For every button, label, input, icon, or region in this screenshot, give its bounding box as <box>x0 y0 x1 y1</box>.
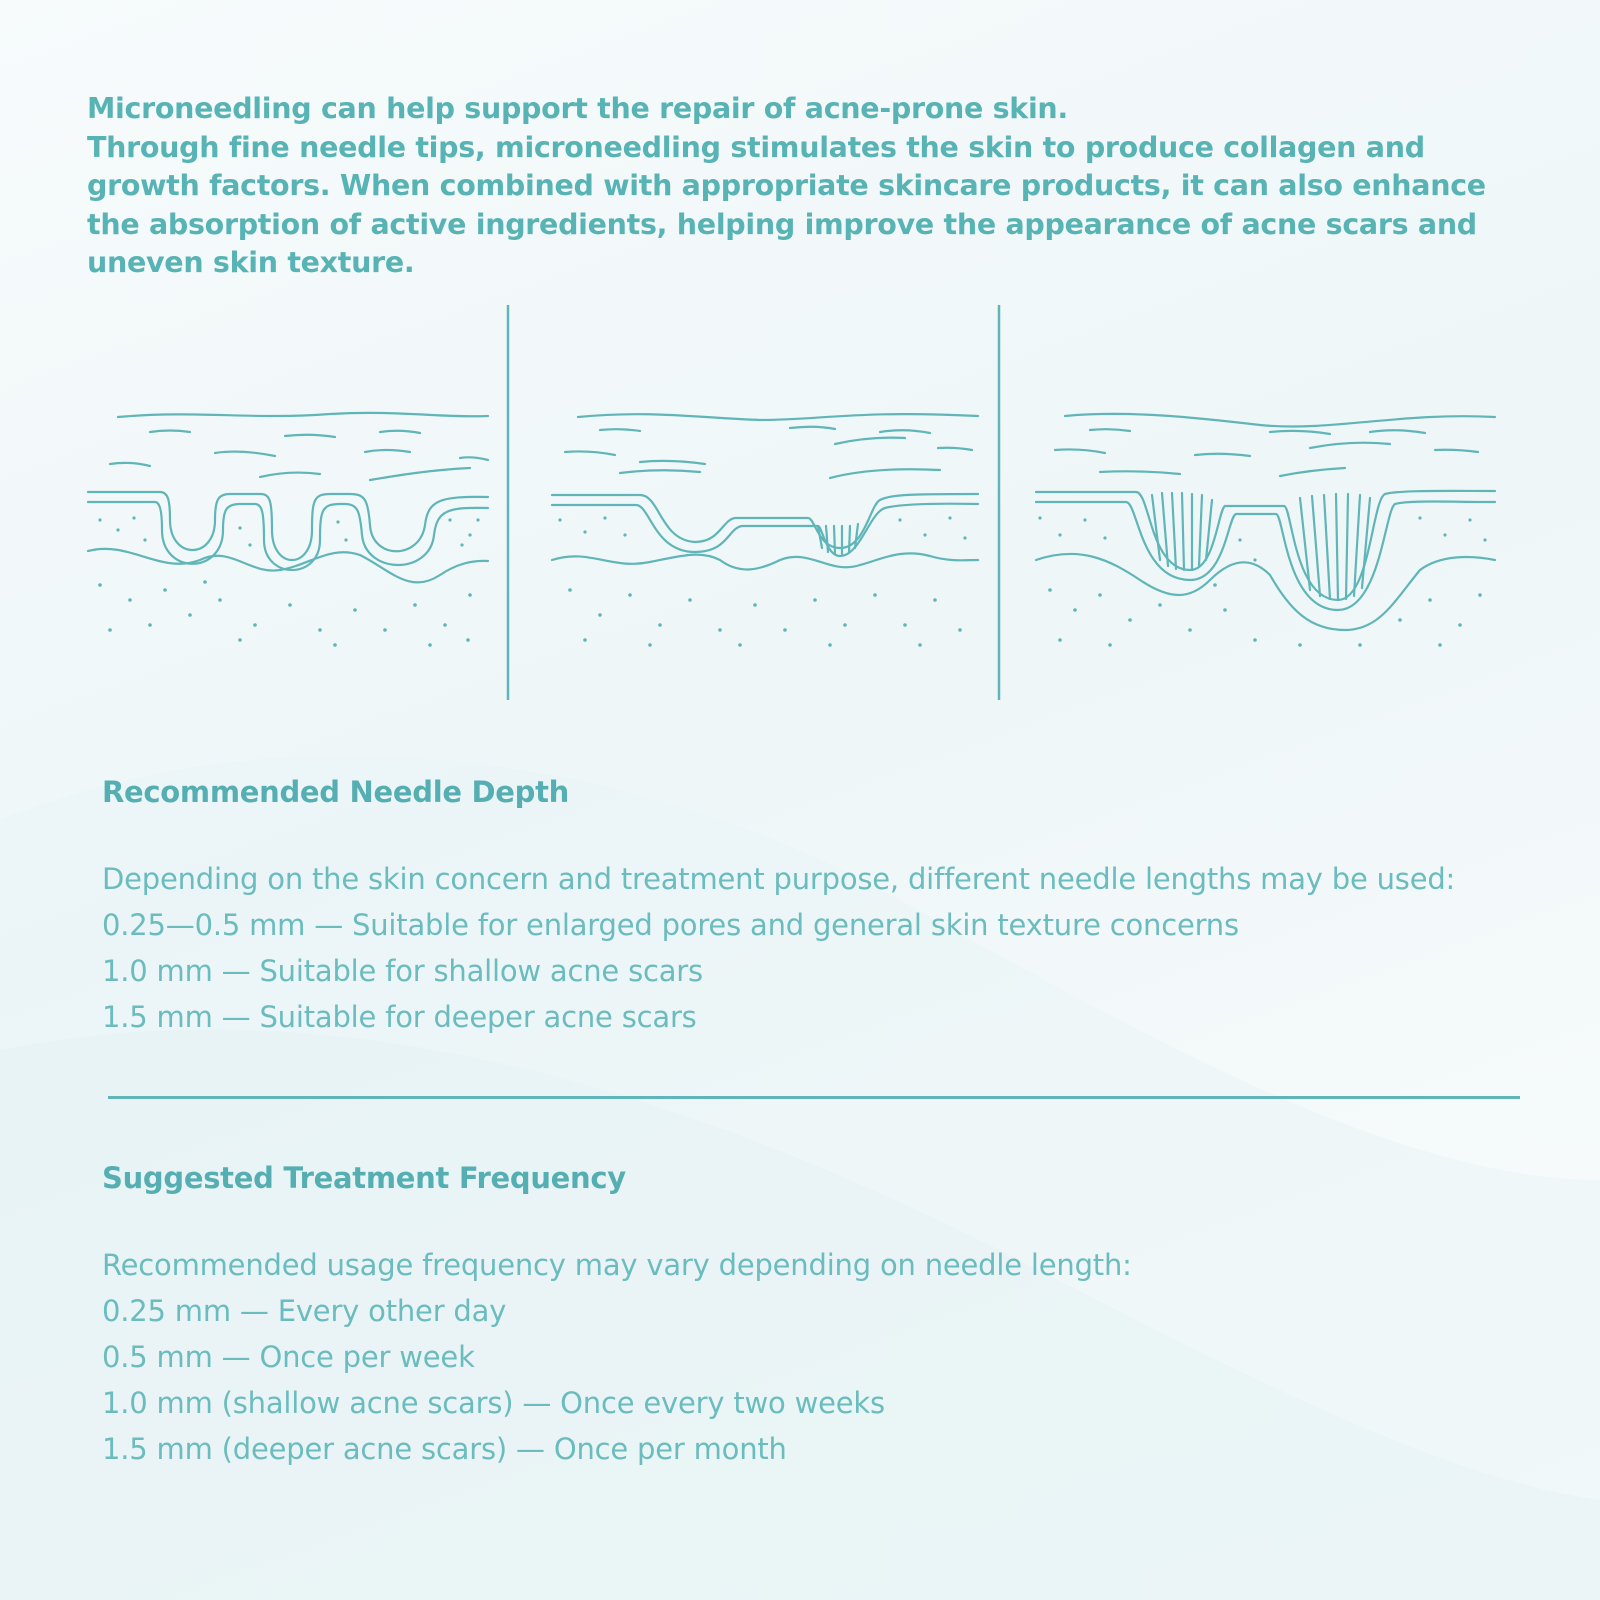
intro-title: Microneedling can help support the repair of acne-prone skin. <box>87 92 1068 125</box>
skin-layers-icon <box>88 413 488 583</box>
intro-paragraph: Through fine needle tips, microneedling stimulates the skin to produce collagen and growth factors. When combined with appropriate skincare products, it can also enhance the absorption of active ingredients, helping improve the appearance of acne scars and uneven skin texture. <box>87 130 1486 279</box>
list-item: 0.5 mm — Once per week <box>102 1340 475 1374</box>
list-item: 1.5 mm (deeper acne scars) — Once per month <box>102 1432 787 1466</box>
skin-layers-icon <box>1036 414 1495 630</box>
skin-diagrams <box>0 300 1600 700</box>
frequency-list <box>102 1242 1132 1472</box>
needle-depth-list <box>102 856 1455 1040</box>
needle-depth-heading: Recommended Needle Depth <box>102 775 570 809</box>
list-item: 1.5 mm — Suitable for deeper acne scars <box>102 1000 697 1034</box>
list-item: 1.0 mm (shallow acne scars) — Once every two weeks <box>102 1386 885 1420</box>
frequency-intro: Recommended usage frequency may vary depending on needle length: <box>102 1248 1132 1282</box>
list-item: 1.0 mm — Suitable for shallow acne scars <box>102 954 703 988</box>
list-item: 0.25 mm — Every other day <box>102 1294 507 1328</box>
intro-text <box>87 90 1487 283</box>
skin-layers-icon <box>552 414 978 569</box>
section-divider <box>108 1096 1520 1099</box>
needle-depth-intro: Depending on the skin concern and treatment purpose, different needle lengths may be used: <box>102 862 1456 896</box>
list-item: 0.25—0.5 mm — Suitable for enlarged pores and general skin texture concerns <box>102 908 1239 942</box>
dermis-dots <box>98 516 1486 646</box>
frequency-heading: Suggested Treatment Frequency <box>102 1161 626 1195</box>
